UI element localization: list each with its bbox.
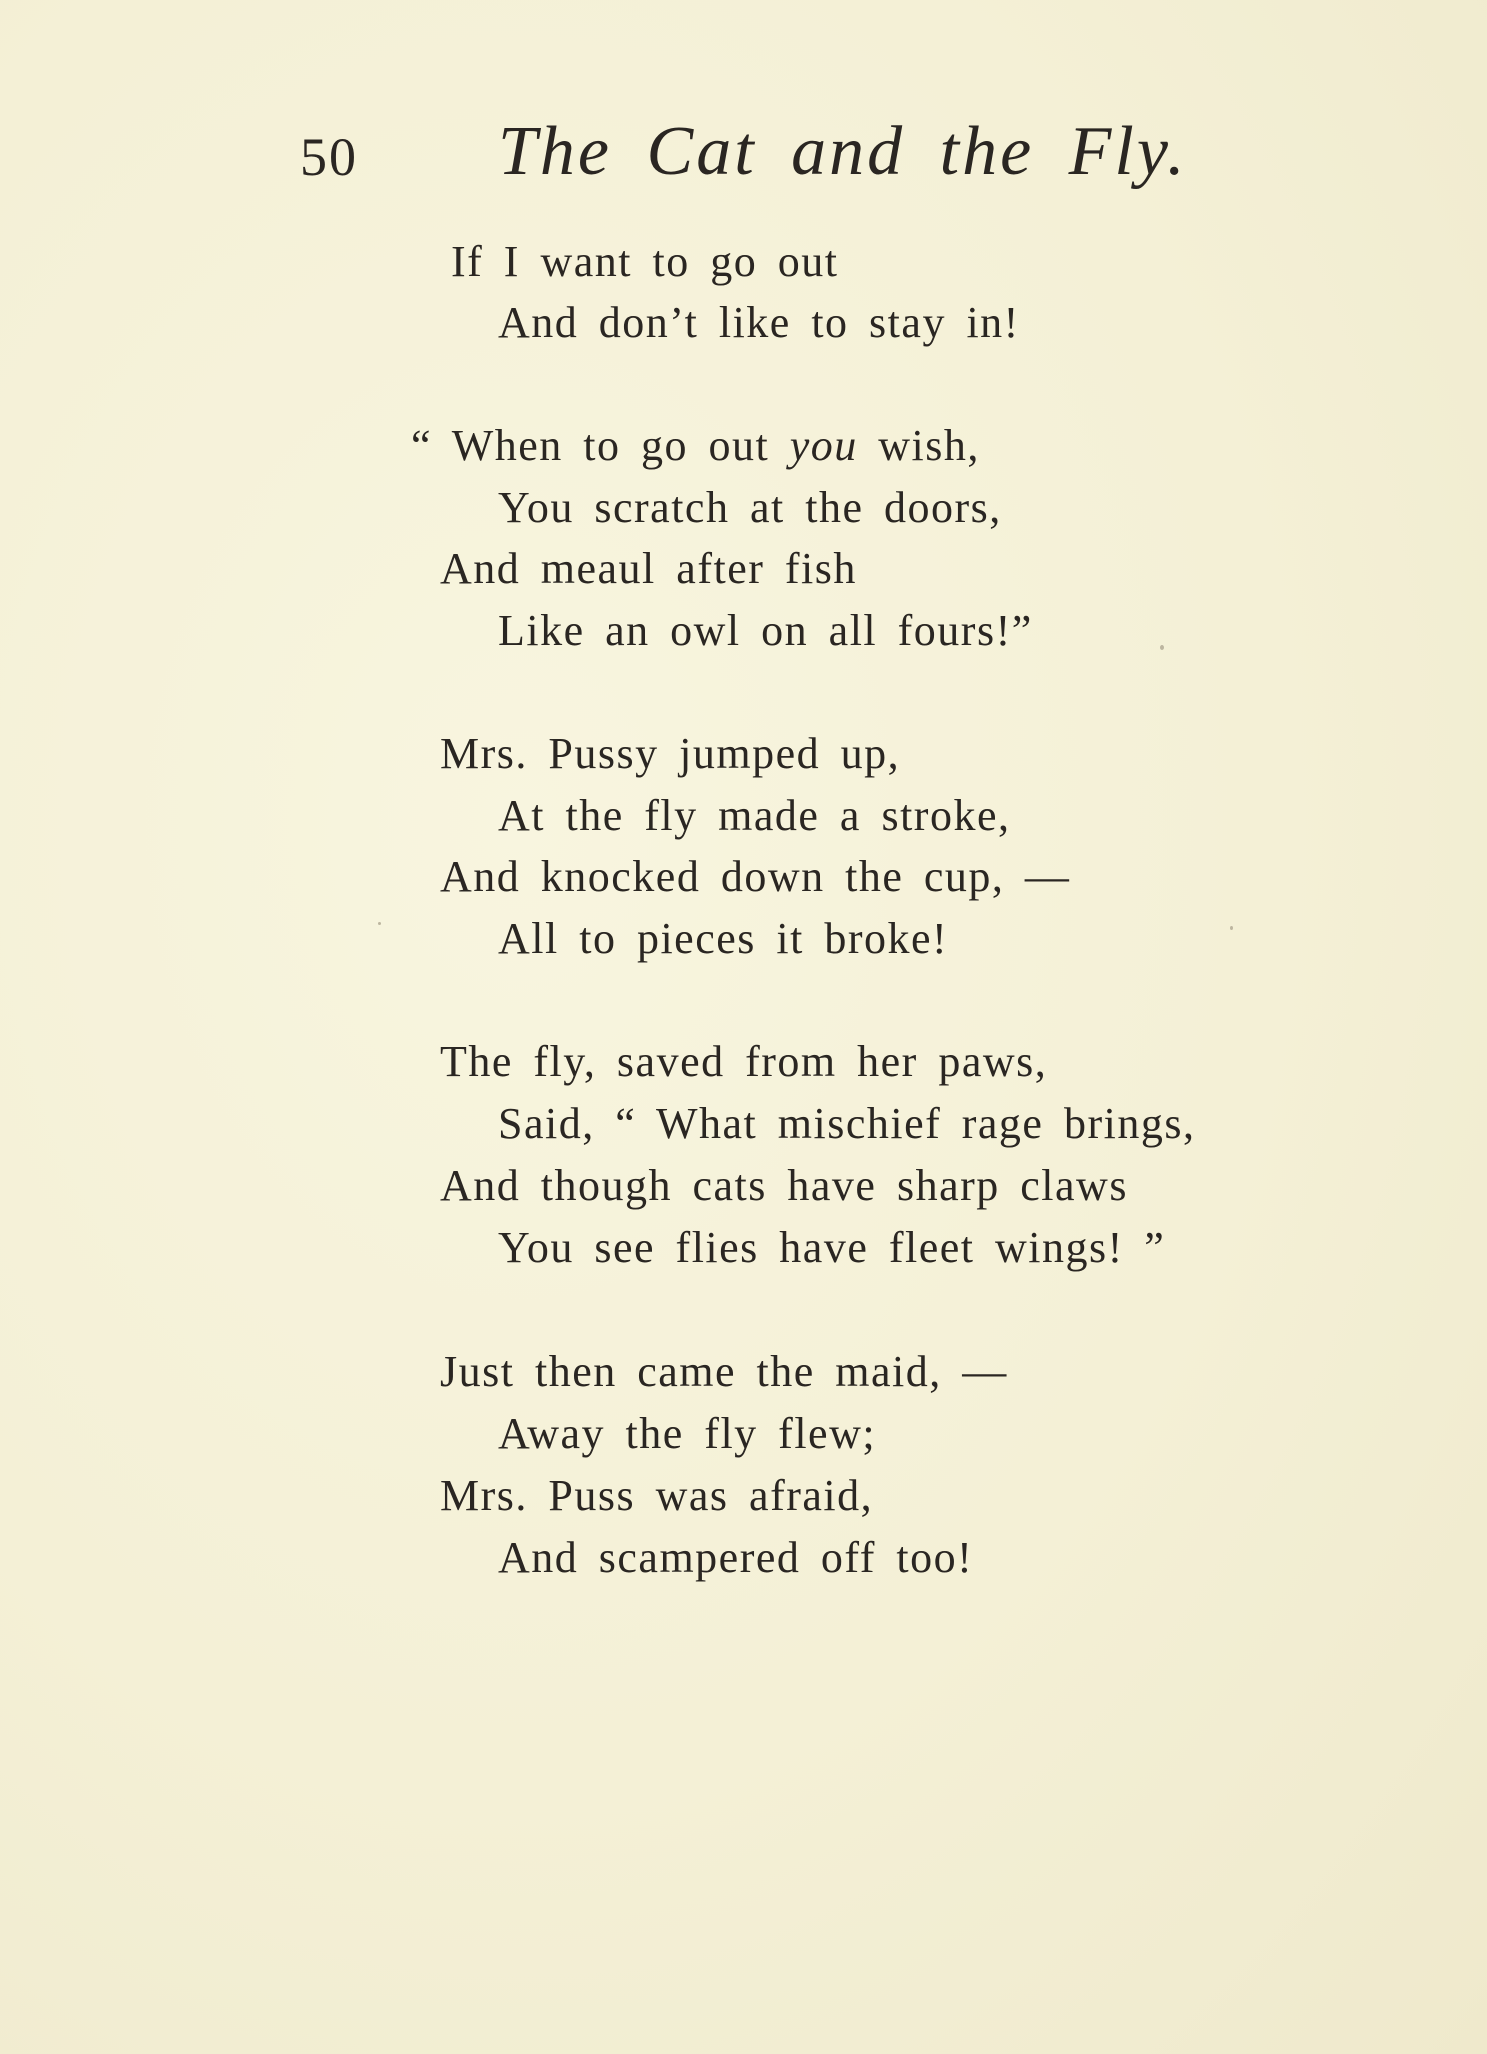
poem-line: Said, “ What mischief rage brings, [498,1099,1196,1148]
poem-line: You scratch at the doors, [498,483,1002,532]
poem-line: At the fly made a stroke, [498,791,1011,840]
page-title: The Cat and the Fly. [498,113,1188,190]
poem-line: And though cats have sharp claws [440,1161,1128,1210]
poem-line: “ When to go out you wish, [411,421,980,470]
poem-line: And scampered off too! [498,1533,974,1582]
poem-line: The fly, saved from her paws, [440,1037,1048,1086]
poem-line: Mrs. Pussy jumped up, [440,729,901,778]
poem-line: If I want to go out [451,237,839,286]
poem-line: Away the fly flew; [498,1409,877,1458]
poem-line: And don’t like to stay in! [498,298,1020,347]
emphasis-you: you [789,421,858,470]
paper-speck [1230,926,1233,930]
poem-line: All to pieces it broke! [498,914,949,963]
poem-line: You see flies have fleet wings! ” [498,1223,1166,1272]
page-number: 50 [300,127,358,187]
paper-speck [378,922,381,925]
paper-speck [1160,645,1164,650]
poem-line: Like an owl on all fours!” [498,606,1033,655]
poem-line: And meaul after fish [440,544,857,593]
poem-line: Just then came the maid, — [440,1347,1008,1396]
running-header [300,112,1200,202]
poem-line: Mrs. Puss was afraid, [440,1471,874,1520]
poem-line: And knocked down the cup, — [440,852,1071,901]
